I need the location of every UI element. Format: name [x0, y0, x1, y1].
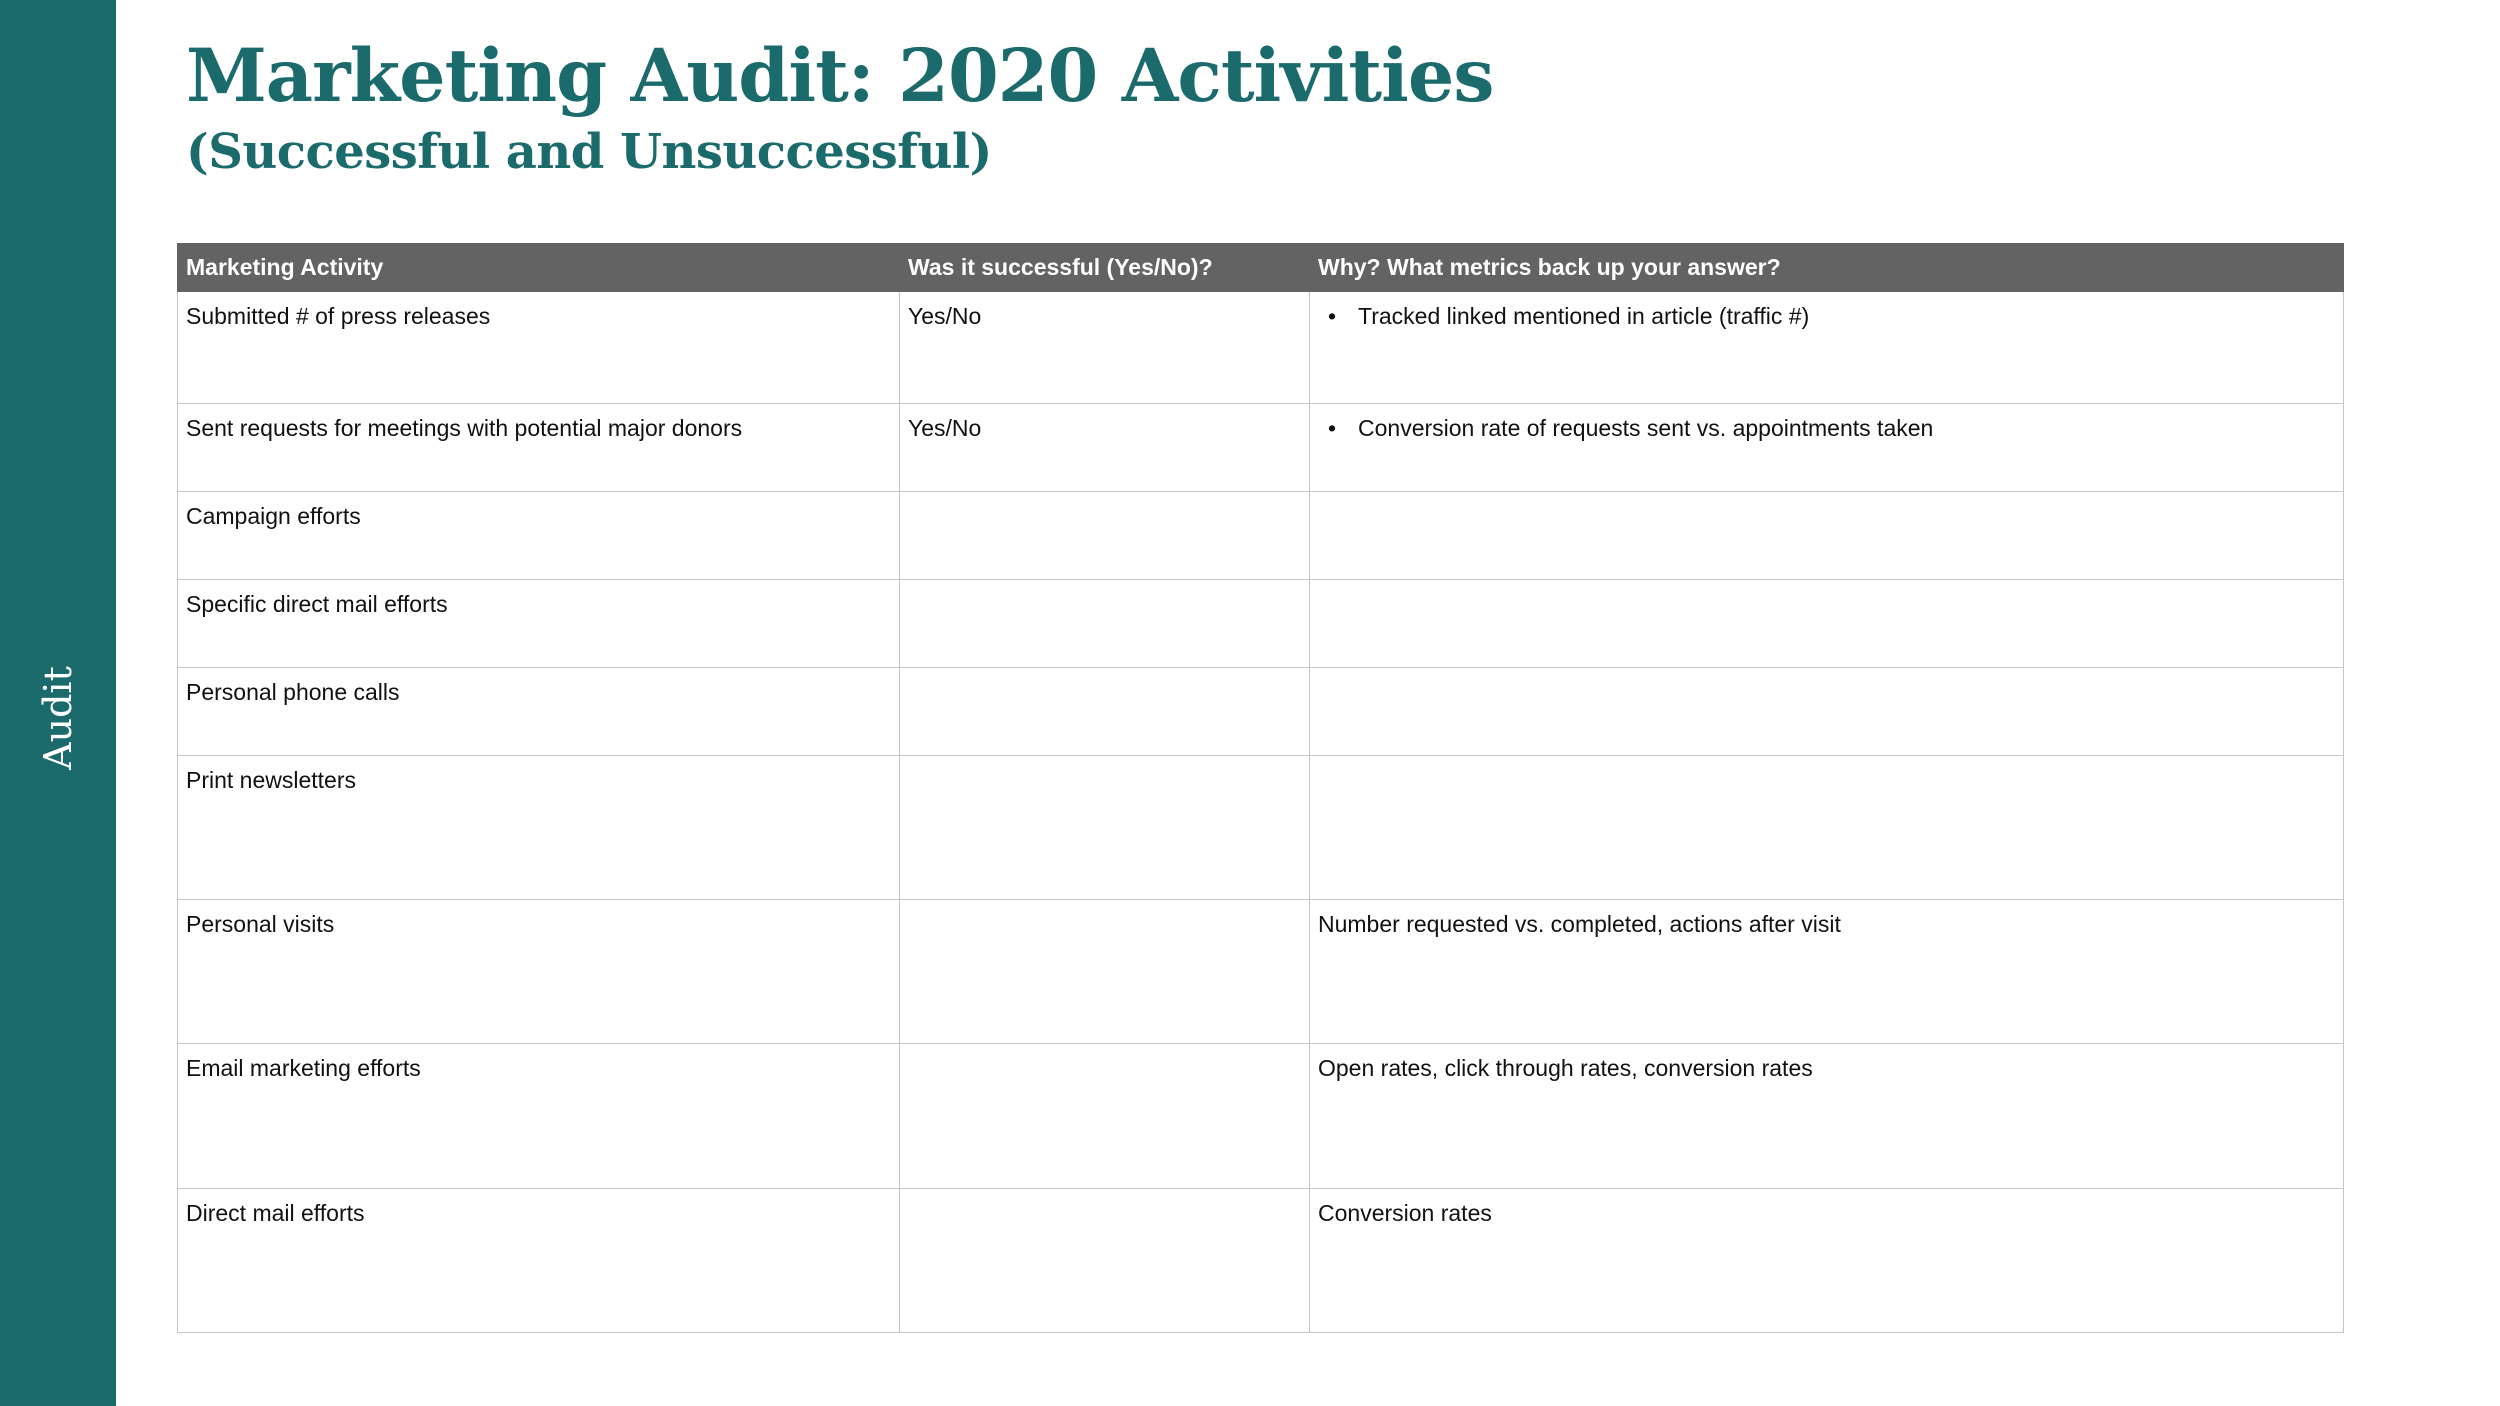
activity-cell: Email marketing efforts — [178, 1044, 900, 1189]
table-row — [178, 580, 2344, 668]
metrics-cell — [1310, 756, 2344, 900]
success-cell: Yes/No — [900, 404, 1310, 492]
success-cell — [900, 668, 1310, 756]
metrics-cell — [1310, 492, 2344, 580]
metrics-cell: Open rates, click through rates, conversion rates — [1310, 1044, 2344, 1189]
sidebar-label: Audit — [36, 666, 80, 770]
table-row — [178, 668, 2344, 756]
metrics-cell: Number requested vs. completed, actions after visit — [1310, 900, 2344, 1044]
activity-cell: Sent requests for meetings with potential major donors — [178, 404, 900, 492]
table-header-row — [178, 244, 2344, 292]
bullet-icon: • — [1328, 303, 1337, 329]
page-subtitle: (Successful and Unsuccessful) — [186, 124, 992, 180]
bullet-icon: • — [1328, 415, 1337, 441]
activity-cell: Personal phone calls — [178, 668, 900, 756]
activity-cell: Submitted # of press releases — [178, 292, 900, 404]
metrics-cell — [1310, 668, 2344, 756]
success-cell — [900, 756, 1310, 900]
table-row — [178, 404, 2344, 492]
audit-table — [177, 243, 2344, 1333]
table-row — [178, 900, 2344, 1044]
activity-cell: Print newsletters — [178, 756, 900, 900]
success-cell — [900, 580, 1310, 668]
column-header-success: Was it successful (Yes/No)? — [900, 244, 1310, 292]
success-cell — [900, 1189, 1310, 1333]
metrics-cell — [1310, 404, 2344, 492]
success-cell — [900, 492, 1310, 580]
table-row — [178, 756, 2344, 900]
metrics-cell: Conversion rates — [1310, 1189, 2344, 1333]
success-cell: Yes/No — [900, 292, 1310, 404]
activity-cell: Personal visits — [178, 900, 900, 1044]
activity-cell: Campaign efforts — [178, 492, 900, 580]
activity-cell: Specific direct mail efforts — [178, 580, 900, 668]
metrics-text: Tracked linked mentioned in article (traffic #) — [1358, 303, 1810, 329]
activity-cell: Direct mail efforts — [178, 1189, 900, 1333]
success-cell — [900, 900, 1310, 1044]
success-cell — [900, 1044, 1310, 1189]
page-title: Marketing Audit: 2020 Activities — [186, 33, 1494, 119]
metrics-text: Conversion rate of requests sent vs. appointments taken — [1358, 415, 1934, 441]
table-row — [178, 1189, 2344, 1333]
column-header-activity: Marketing Activity — [178, 244, 900, 292]
metrics-cell — [1310, 580, 2344, 668]
sidebar-band — [0, 0, 116, 1406]
table-row — [178, 292, 2344, 404]
column-header-metrics: Why? What metrics back up your answer? — [1310, 244, 2344, 292]
metrics-cell — [1310, 292, 2344, 404]
table-row — [178, 492, 2344, 580]
table-row — [178, 1044, 2344, 1189]
